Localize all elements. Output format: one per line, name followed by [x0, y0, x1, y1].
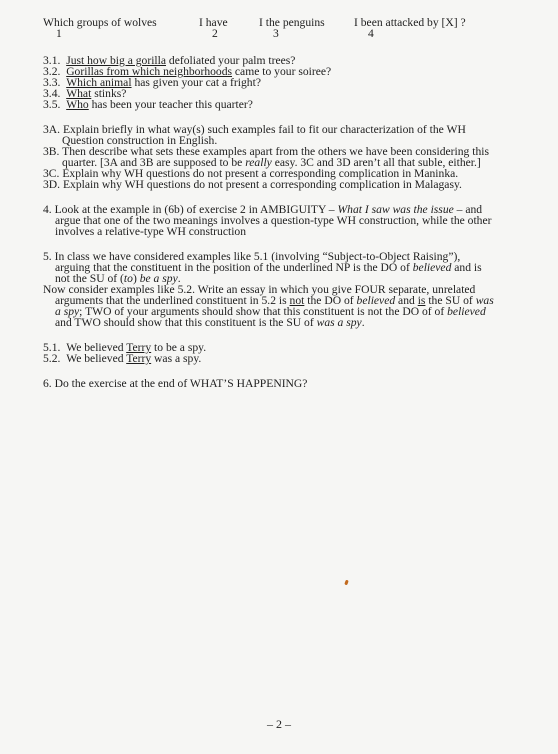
question-5-line-2: arguing that the constituent in the position of the underlined NP is the DO of believed and is [55, 261, 482, 274]
question-3a-line-1: 3A. Explain briefly in what way(s) such examples fail to fit our characterization of the WH [43, 123, 466, 136]
header-col-4: I been attacked by [X] ? [354, 16, 466, 29]
example-3-4: 3.4. What stinks? [43, 87, 127, 100]
question-3b-line-1: 3B. Then describe what sets these examples apart from the others we have been considering this [43, 145, 490, 158]
header-col-1: Which groups of wolves [43, 16, 157, 29]
example-5-1: 5.1. We believed Terry to be a spy. [43, 341, 207, 354]
header-col-2: I have [199, 16, 228, 29]
underlined-phrase: Gorillas from which neighborhoods [66, 65, 233, 78]
question-4-line-1: 4. Look at the example in (6b) of exercise 2 in AMBIGUITY – What I saw was the issue – and [43, 203, 483, 216]
example-3-1: 3.1. Just how big a gorilla defoliated your palm trees? [43, 54, 296, 67]
header-num-3: 3 [273, 27, 279, 40]
question-3c: 3C. Explain why WH questions do not present a corresponding complication in Maninka. [43, 167, 459, 180]
question-5-line-7: and TWO should show that this constituent is the SU of was a spy. [55, 316, 365, 329]
ink-speck [344, 580, 349, 586]
header-num-2: 2 [212, 27, 218, 40]
header-num-4: 4 [368, 27, 374, 40]
page-number: – 2 – [267, 717, 291, 731]
example-3-2: 3.2. Gorillas from which neighborhoods came to your soiree? [43, 65, 332, 78]
header-col-3: I the penguins [259, 16, 325, 29]
underlined-phrase: Just how big a gorilla [66, 54, 167, 67]
header-num-1: 1 [56, 27, 62, 40]
question-6: 6. Do the exercise at the end of WHAT’S HAPPENING? [43, 377, 308, 390]
header-row [0, 17, 558, 43]
question-3a-line-2: Question construction in English. [62, 134, 218, 147]
question-3b-line-2: quarter. [3A and 3B are supposed to be really easy. 3C and 3D aren’t all that suble, either.] [62, 156, 481, 169]
question-4-line-2: argue that one of the two meanings involves a question-type WH construction, while the other [55, 214, 492, 227]
question-4-line-3: involves a relative-type WH construction [55, 225, 247, 238]
example-3-5: 3.5. Who has been your teacher this quarter? [43, 98, 253, 111]
underlined-phrase: Who [66, 98, 89, 111]
question-5-line-6: a spy; TWO of your arguments should show that this constituent is not the DO of of believed [55, 305, 486, 318]
question-5-line-4: Now consider examples like 5.2. Write an essay in which you give FOUR separate, unrelated [43, 283, 476, 296]
underlined-phrase: What [66, 87, 92, 100]
underlined-phrase: Which animal [66, 76, 132, 89]
question-5-line-5: arguments that the underlined constituent in 5.2 is not the DO of believed and is the SU of was [55, 294, 494, 307]
example-3-3: 3.3. Which animal has given your cat a fright? [43, 76, 261, 89]
question-5-line-1: 5. In class we have considered examples like 5.1 (involving “Subject-to-Object Raising”), [43, 250, 461, 263]
question-3d: 3D. Explain why WH questions do not present a corresponding complication in Malagasy. [43, 178, 462, 191]
question-5-line-3: not the SU of (to) be a spy. [55, 272, 181, 285]
example-5-2: 5.2. We believed Terry was a spy. [43, 352, 202, 365]
